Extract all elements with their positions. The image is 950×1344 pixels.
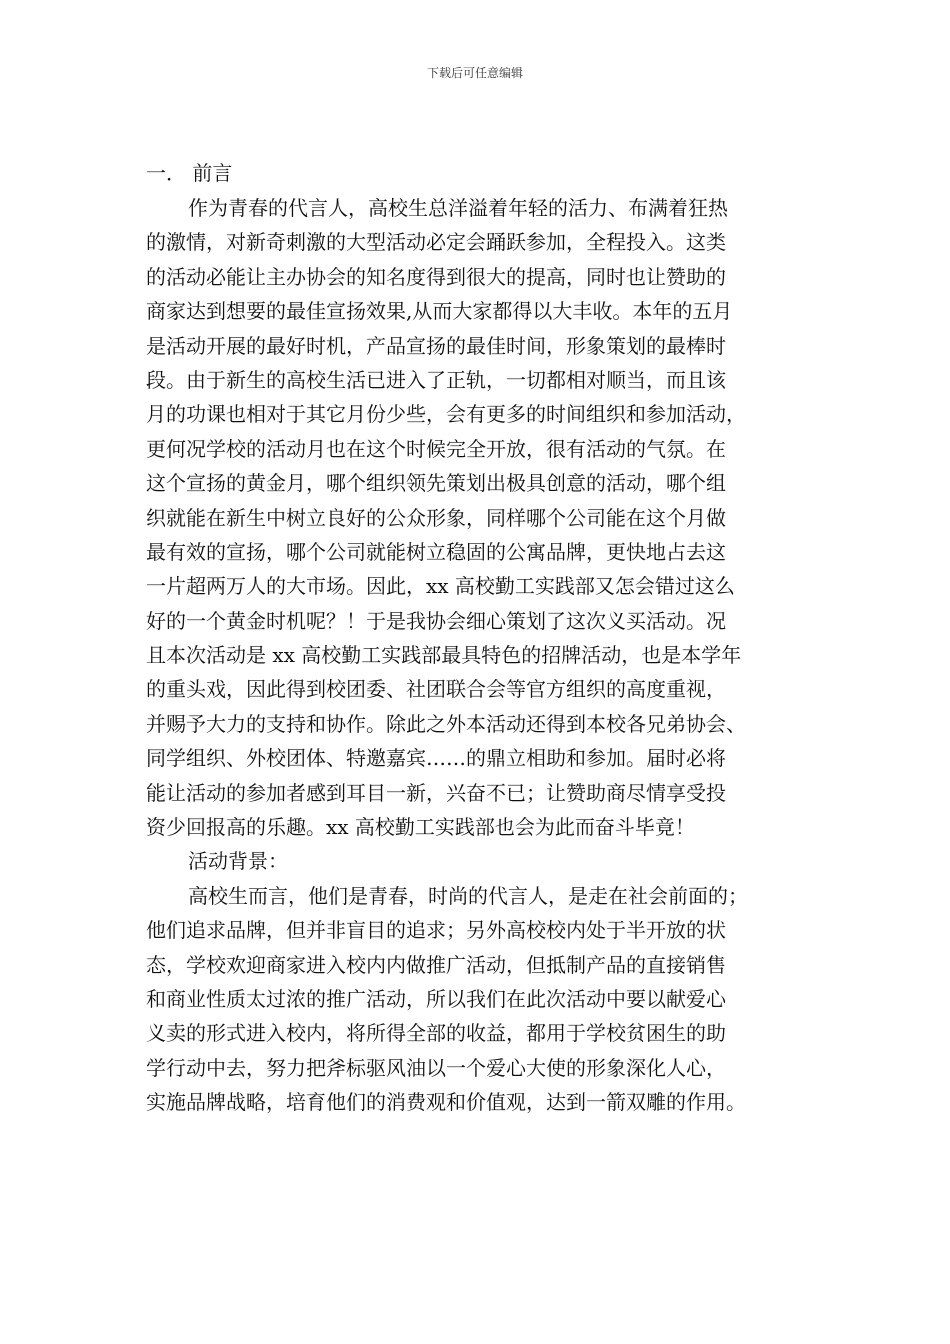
paragraph-line: 实施品牌战略，培育他们的消费观和价值观，达到一箭双雕的作用。 [146,1090,746,1115]
paragraph-line: 能让活动的参加者感到耳目一新，兴奋不已；让赞助商尽情享受投 [146,780,726,805]
paragraph-line: 的活动必能让主办协会的知名度得到很大的提高，同时也让赞助的 [146,264,726,289]
paragraph-line: 和商业性质太过浓的推广活动，所以我们在此次活动中要以献爱心 [146,986,726,1011]
paragraph-line: 学行动中去，努力把斧标驱风油以一个爱心大使的形象深化人心， [146,1055,726,1080]
paragraph-line: 好的一个黄金时机呢？！于是我协会细心策划了这次义买活动。况 [146,608,726,633]
paragraph-line: 高校生而言，他们是青春，时尚的代言人，是走在社会前面的； [188,883,748,908]
paragraph-line: 月的功课也相对于其它月份少些，会有更多的时间组织和参加活动， [146,402,746,427]
paragraph-line: 是活动开展的最好时机，产品宣扬的最佳时间，形象策划的最棒时 [146,333,726,358]
paragraph-line: 这个宣扬的黄金月，哪个组织领先策划出极具创意的活动，哪个组 [146,471,726,496]
paragraph-line: 作为青春的代言人，高校生总洋溢着年轻的活力、布满着狂热 [188,196,728,220]
subheading-background: 活动背景： [188,849,288,874]
paragraph-line: 更何况学校的活动月也在这个时候完全开放，很有活动的气氛。在 [146,436,726,461]
paragraph-line: 的激情，对新奇刺激的大型活动必定会踊跃参加，全程投入。这类 [146,230,726,255]
section-heading: 一． 前言 [146,161,233,185]
paragraph-line: 义卖的形式进入校内，将所得全部的收益，都用于学校贫困生的助 [146,1021,726,1046]
paragraph-line: 且本次活动是 xx 高校勤工实践部最具特色的招牌活动，也是本学年 [146,643,742,668]
page-header: 下载后可任意编辑 [426,66,523,80]
paragraph-line: 一片超两万人的大市场。因此，xx 高校勤工实践部又怎会错过这么 [146,574,735,599]
paragraph-line: 同学组织、外校团体、特邀嘉宾……的鼎立相助和参加。届时必将 [146,746,726,771]
paragraph-line: 并赐予大力的支持和协作。除此之外本活动还得到本校各兄弟协会、 [146,711,746,736]
paragraph-line: 段。由于新生的高校生活已进入了正轨，一切都相对顺当，而且该 [146,367,726,392]
paragraph-line: 最有效的宣扬，哪个公司就能树立稳固的公寓品牌，更快地占去这 [146,539,726,564]
paragraph-line: 他们追求品牌，但并非盲目的追求；另外高校校内处于半开放的状 [146,918,726,943]
paragraph-background [146,879,811,1120]
paragraph-line: 的重头戏，因此得到校团委、社团联合会等官方组织的高度重视， [146,677,726,702]
paragraph-line: 态，学校欢迎商家进入校内内做推广活动，但抵制产品的直接销售 [146,952,726,977]
paragraph-line: 商家达到想要的最佳宣扬效果,从而大家都得以大丰收。本年的五月 [146,299,733,324]
paragraph-preface [146,191,811,844]
paragraph-line: 资少回报高的乐趣。xx 高校勤工实践部也会为此而奋斗毕竟！ [146,815,695,840]
document-body [146,155,811,1120]
paragraph-line: 织就能在新生中树立良好的公众形象，同样哪个公司能在这个月做 [146,505,726,530]
